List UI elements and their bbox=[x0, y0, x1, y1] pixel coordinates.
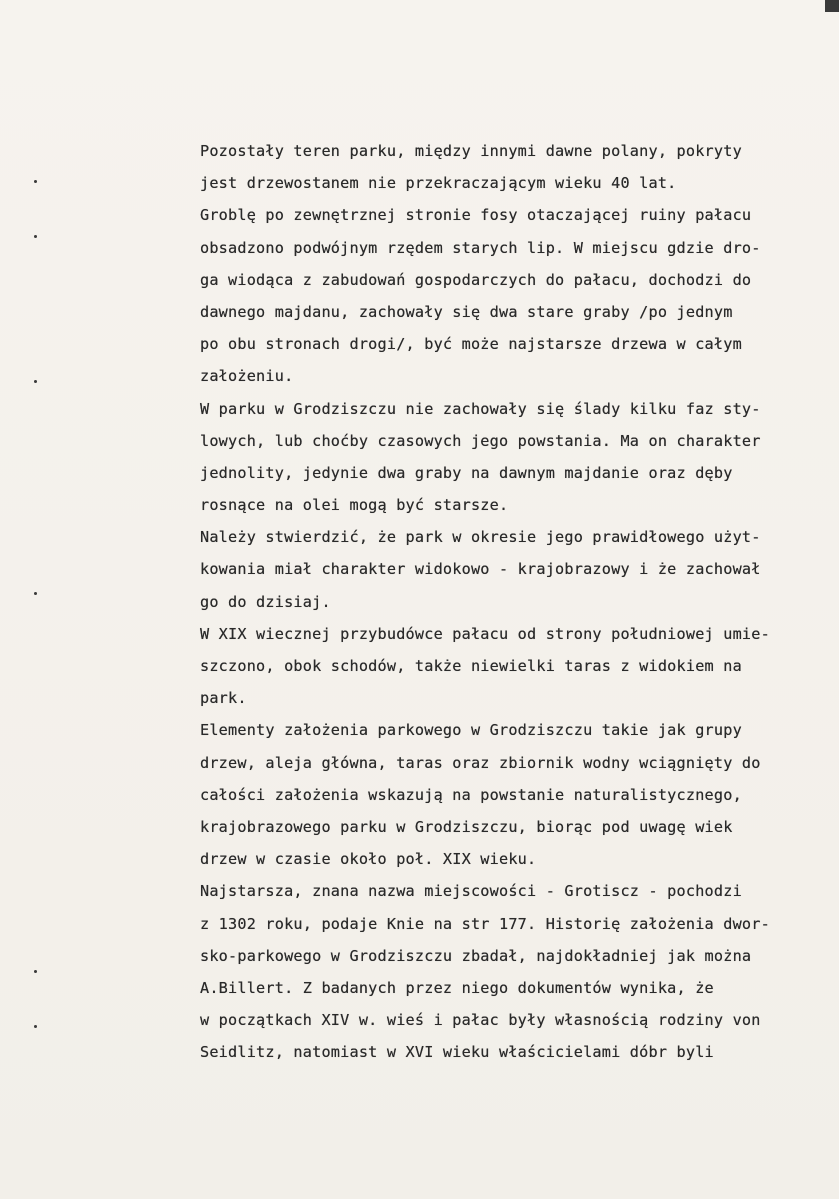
text-line: całości założenia wskazują na powstanie naturalistycznego, bbox=[200, 785, 742, 804]
text-line: Pozostały teren parku, między innymi dawne polany, pokryty bbox=[200, 142, 742, 160]
text-line: Najstarsza, znana nazwa miejscowości - Grotiscz - pochodzi bbox=[200, 882, 742, 901]
text-line: park. bbox=[200, 689, 247, 708]
text-line: obsadzono podwójnym rzędem starych lip. W miejscu gdzie dro- bbox=[200, 238, 761, 257]
text-line: w początkach XIV w. wieś i pałac były własnością rodziny von bbox=[200, 1011, 761, 1030]
text-line: go do dzisiaj. bbox=[200, 592, 331, 611]
margin-punch-dot bbox=[34, 1025, 37, 1028]
text-line: dawnego majdanu, zachowały się dwa stare graby /po jednym bbox=[200, 302, 733, 321]
text-line: ga wiodąca z zabudowań gospodarczych do pałacu, dochodzi do bbox=[200, 270, 752, 289]
text-line: rosnące na olei mogą być starsze. bbox=[200, 496, 509, 515]
text-line: założeniu. bbox=[200, 367, 294, 386]
text-line: drzew, aleja główna, taras oraz zbiornik wodny wciągnięty do bbox=[200, 753, 761, 772]
text-line: jednolity, jedynie dwa graby na dawnym majdanie oraz dęby bbox=[200, 463, 733, 482]
text-line: W parku w Grodziszczu nie zachowały się ślady kilku faz sty- bbox=[200, 399, 761, 418]
text-line: jest drzewostanem nie przekraczającym wieku 40 lat. bbox=[200, 174, 677, 193]
text-line: Groblę po zewnętrznej stronie fosy otaczającej ruiny pałacu bbox=[200, 206, 752, 225]
margin-punch-dot bbox=[34, 235, 37, 238]
text-line: Należy stwierdzić, że park w okresie jego prawidłowego użyt- bbox=[200, 528, 761, 547]
text-line: sko-parkowego w Grodziszczu zbadał, najdokładniej jak można bbox=[200, 946, 752, 965]
text-line: z 1302 roku, podaje Knie na str 177. Historię założenia dwor- bbox=[200, 914, 770, 933]
text-line: Elementy założenia parkowego w Grodziszczu takie jak grupy bbox=[200, 721, 742, 740]
text-line: szczono, obok schodów, także niewielki taras z widokiem na bbox=[200, 657, 742, 675]
typescript-body bbox=[200, 135, 810, 1068]
text-line: kowania miał charakter widokowo - krajobrazowy i że zachował bbox=[200, 560, 761, 579]
margin-punch-dot bbox=[34, 180, 37, 183]
margin-punch-dot bbox=[34, 592, 37, 595]
margin-punch-dot bbox=[34, 380, 37, 383]
text-line: A.Billert. Z badanych przez niego dokumentów wynika, że bbox=[200, 978, 714, 997]
margin-punch-dot bbox=[34, 970, 37, 973]
text-line: Seidlitz, natomiast w XVI wieku właścicielami dóbr byli bbox=[200, 1043, 714, 1062]
text-line: lowych, lub choćby czasowych jego powstania. Ma on charakter bbox=[200, 431, 761, 450]
text-line: W XIX wiecznej przybudówce pałacu od strony południowej umie- bbox=[200, 624, 770, 643]
corner-mark bbox=[825, 0, 839, 12]
text-line: po obu stronach drogi/, być może najstarsze drzewa w całym bbox=[200, 335, 742, 354]
text-line: drzew w czasie około poł. XIX wieku. bbox=[200, 850, 537, 869]
text-line: krajobrazowego parku w Grodziszczu, biorąc pod uwagę wiek bbox=[200, 817, 733, 836]
